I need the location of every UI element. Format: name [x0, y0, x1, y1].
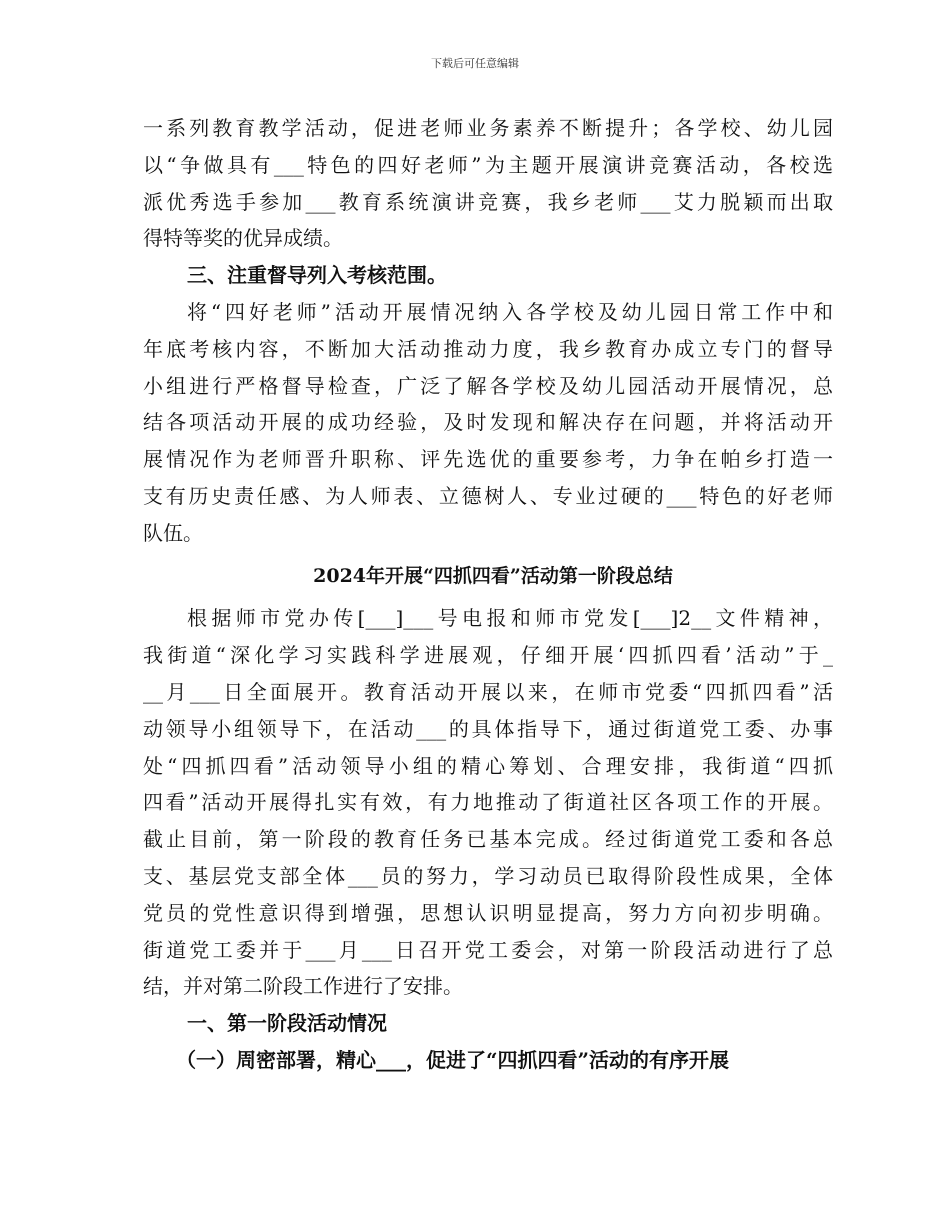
section-heading-3: 三、注重督导列入考核范围。: [187, 263, 447, 288]
paragraph-line: 支有历史责任感、为人师表、立德树人、专业过硬的___特色的好老师: [143, 483, 833, 508]
paragraph-line: 处“四抓四看”活动领导小组的精心筹划、合理安排，我街道“四抓: [143, 753, 833, 778]
paragraph-line: 年底考核内容，不断加大活动推动力度，我乡教育办成立专门的督导: [143, 336, 833, 361]
paragraph-line: 将“四好老师”活动开展情况纳入各学校及幼儿园日常工作中和: [187, 299, 833, 324]
paragraph-line: 我街道“深化学习实践科学进展观，仔细开展‘四抓四看’活动”于_: [143, 643, 833, 668]
paragraph-line: 动领导小组领导下，在活动___的具体指导下，通过街道党工委、办事: [143, 716, 833, 741]
page-header-note: 下载后可任意编辑: [431, 57, 519, 70]
paragraph-line: 结，并对第二阶段工作进行了安排。: [143, 974, 463, 999]
paragraph-line: 党员的党性意识得到增强，思想认识明显提高，努力方向初步明确。: [143, 900, 833, 925]
paragraph-line: 得特等奖的优异成绩。: [143, 226, 343, 251]
paragraph-line: 一系列教育教学活动，促进老师业务素养不断提升；各学校、幼儿园: [143, 116, 833, 140]
subsection-heading-1-1: （一）周密部署，精心___，促进了“四抓四看”活动的有序开展: [176, 1047, 730, 1072]
paragraph-line: 小组进行严格督导检查，广泛了解各学校及幼儿园活动开展情况，总: [143, 373, 833, 398]
paragraph-line: 展情况作为老师晋升职称、评先选优的重要参考，力争在帕乡打造一: [143, 447, 833, 472]
section-heading-1: 一、第一阶段活动情况: [187, 1011, 387, 1036]
paragraph-line: 根据师市党办传[___]___号电报和师市党发[___]2__文件精神，: [187, 606, 833, 631]
paragraph-line: 结各项活动开展的成功经验，及时发现和解决存在问题，并将活动开: [143, 410, 833, 435]
paragraph-line: 队伍。: [143, 520, 203, 545]
paragraph-line: 以“争做具有___特色的四好老师”为主题开展演讲竞赛活动，各校选: [143, 152, 833, 177]
paragraph-line: 四看”活动开展得扎实有效，有力地推动了街道社区各项工作的开展。: [143, 790, 833, 815]
paragraph-line: __月___日全面展开。教育活动开展以来，在师市党委“四抓四看”活: [143, 679, 833, 704]
document-body: [143, 110, 833, 1079]
paragraph-line: 派优秀选手参加___教育系统演讲竞赛，我乡老师___艾力脱颖而出取: [143, 189, 833, 214]
paragraph-line: 支、基层党支部全体___员的努力，学习动员已取得阶段性成果，全体: [143, 863, 833, 888]
paragraph-line: 街道党工委并于___月___日召开党工委会，对第一阶段活动进行了总: [143, 937, 833, 962]
document-title: 2024年开展“四抓四看”活动第一阶段总结: [313, 564, 673, 587]
paragraph-line: 截止目前，第一阶段的教育任务已基本完成。经过街道党工委和各总: [143, 827, 833, 852]
